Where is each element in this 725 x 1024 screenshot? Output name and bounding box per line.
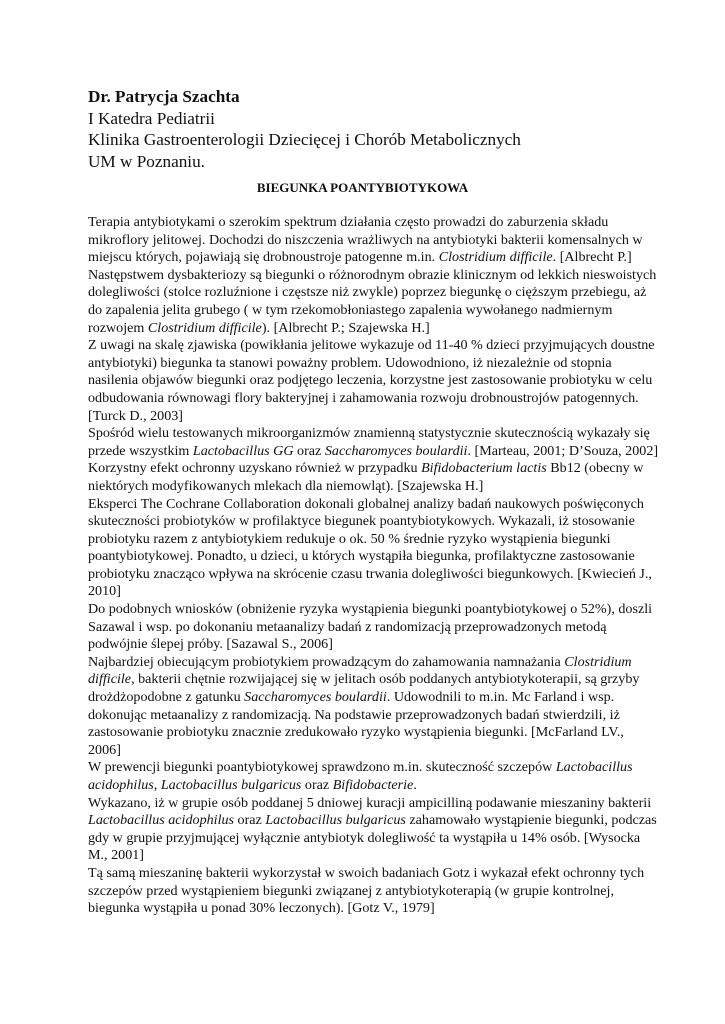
italic-text: Lactobacillus acidophilus [88, 759, 633, 793]
italic-text: Saccharomyces boulardii [324, 442, 468, 459]
text-run: Terapia antybiotykami o szerokim spektrum działania często prowadzi do zaburzenia składu mikroflory jelitowej. Dochodzi do niszczenia wrażliwych na antybiotyki bakterii komensalnych w miejscu których, pojawiają się drobnoustroje patogenne m.in. [88, 214, 643, 266]
italic-text: Lactobacillus bulgaricus [265, 812, 406, 829]
body-paragraph [88, 425, 660, 460]
document-title: BIEGUNKA POANTYBIOTYKOWA [256, 180, 469, 195]
body-paragraph [88, 337, 660, 425]
text-run: W prewencji biegunki poantybiotykowej sprawdzono m.in. skuteczność szczepów [88, 759, 556, 776]
italic-text: Bifidobacterie [332, 777, 414, 793]
text-run: Następstwem dysbakteriozy są biegunki o różnorodnym obrazie klinicznym od lekkich nieswoistych dolegliwości (stolce rozluźnione i częstsze niż zwykle) poprzez biegunkę o cięższym przebiegu, aż do zapalenia jelita grubego ( w tym rzekomobłoniastego zapalenia wywołanego nadmiernym rozwojem [88, 266, 657, 336]
italic-text: Clostridium difficile [438, 249, 553, 266]
text-run: . Udowodnili to m.in. Mc Farland i wsp. dokonując metaanalizy z randomizacją. Na podstawie przeprowadzonych badań stwierdzili, iż zastosowanie probiotyku znacznie zredukowało ryzyko wystąpienia biegunki. [McFarland LV., 2006] [88, 689, 624, 758]
text-run: Tą samą mieszaninę bakterii wykorzystał w swoich badaniach Gotz i wykazał efekt ochronny tych szczepów przed wystąpieniem biegunki związanej z antybiotykoterapią (w grupie kontrolnej, biegunka wystąpiła u ponad 30% leczonych). [Gotz V., 1979] [88, 864, 645, 917]
body-paragraph [88, 759, 660, 794]
text-run: zahamowało wystąpienie biegunki, podczas gdy w grupie przyjmującej wyłącznie antybiotyk dolegliwość ta wystąpiła u 14% osób. [Wysocka M., 2001] [88, 812, 657, 864]
body-paragraph [88, 654, 660, 760]
text-run: oraz [301, 777, 333, 793]
italic-text: Clostridium difficile [88, 653, 632, 688]
body-paragraph [88, 601, 660, 654]
body-paragraph [88, 865, 660, 918]
text-run: Spośród wielu testowanych mikroorganizmów znamienną statystycznie skutecznością wykazały się przede wszystkim [88, 425, 650, 459]
text-run: Korzystny efekt ochronny uzyskano również w przypadku [88, 460, 422, 477]
author-name: Dr. Patrycja Szachta [88, 87, 240, 106]
text-run: Do podobnych wniosków (obniżenie ryzyka wystąpienia biegunki poantybiotykowej o 52%), doszli Sazawal i wsp. po dokonaniu metaanalizy badań z randomizacją przeprowadzonych metodą podwójnie ślepej próby. [Sazawal S., 2006] [88, 601, 653, 653]
italic-text: Clostridium difficile [147, 319, 262, 336]
text-run: Eksperci The Cochrane Collaboration dokonali globalnej analizy badań naukowych poświęconych skuteczności probiotyków w profilaktyce biegunek poantybiotykowych. Wykazali, iż stosowanie probiotyku razem z antybiotykiem redukuje o ok. 50 % średnie ryzyko wystąpienia biegunki poantybiotykowej. Ponadto, u dzieci, u których wystąpiła biegunka, profilaktyczne zastosowanie probiotyku znacząco wpływa na skrócenie czasu trwania dolegliwości biegunkowych. [Kwiecień J., 2010] [88, 495, 652, 600]
text-run: ). [Albrecht P.; Szajewska H.] [261, 319, 430, 336]
body-paragraph [88, 795, 660, 865]
author-block [88, 86, 688, 172]
text-run: oraz [293, 442, 325, 459]
text-run: . [Marteau, 2001; D’Souza, 2002] [467, 442, 659, 459]
clinic: Klinika Gastroenterologii Dziecięcej i Chorób Metabolicznych [88, 130, 521, 149]
body-paragraph [88, 267, 660, 337]
text-run: . [Albrecht P.] [552, 249, 632, 266]
text-run: Najbardziej obiecującym probiotykiem prowadzącym do zahamowania namnażania [88, 653, 565, 670]
university: UM w Poznaniu. [88, 151, 205, 171]
italic-text: Saccharomyces boulardii [244, 689, 387, 706]
body-paragraph [88, 460, 660, 495]
italic-text: Bifidobacterium lactis [421, 460, 547, 477]
text-run: , [153, 777, 161, 793]
italic-text: Lactobacillus bulgaricus [160, 777, 302, 793]
italic-text: Lactobacillus acidophilus [88, 812, 235, 829]
text-run: , bakterii chętnie rozwijającej się w jelitach osób poddanych antybiotykoterapii, są grzyby drożdżopodobne z gatunku [88, 671, 640, 706]
body-paragraph [88, 496, 660, 602]
department: I Katedra Pediatrii [88, 108, 215, 128]
text-run: Bb12 (obecny w niektórych modyfikowanych mlekach dla niemowląt). [Szajewska H.] [88, 460, 644, 494]
text-run: oraz [234, 812, 266, 829]
body-paragraph [88, 214, 660, 267]
document-body [88, 214, 660, 918]
text-run: . [413, 777, 417, 793]
text-run: Z uwagi na skalę zjawiska (powikłania jelitowe wykazuje od 11-40 % dzieci przyjmujących doustne antybiotyki) biegunka ta stanowi poważny problem. Udowodniono, iż niezależnie od stopnia nasilenia objawów biegunki oraz podjętego leczenia, korzystne jest zastosowanie probiotyku w celu odbudowania równowagi flory bakteryjnej i zahamowania rozwoju drobnoustrojów patogennych. [Turck D., 2003] [88, 337, 655, 424]
italic-text: Lactobacillus GG [192, 442, 294, 459]
text-run: Wykazano, iż w grupie osób poddanej 5 dniowej kuracji ampicilliną podawanie mieszaniny bakterii [88, 794, 652, 811]
